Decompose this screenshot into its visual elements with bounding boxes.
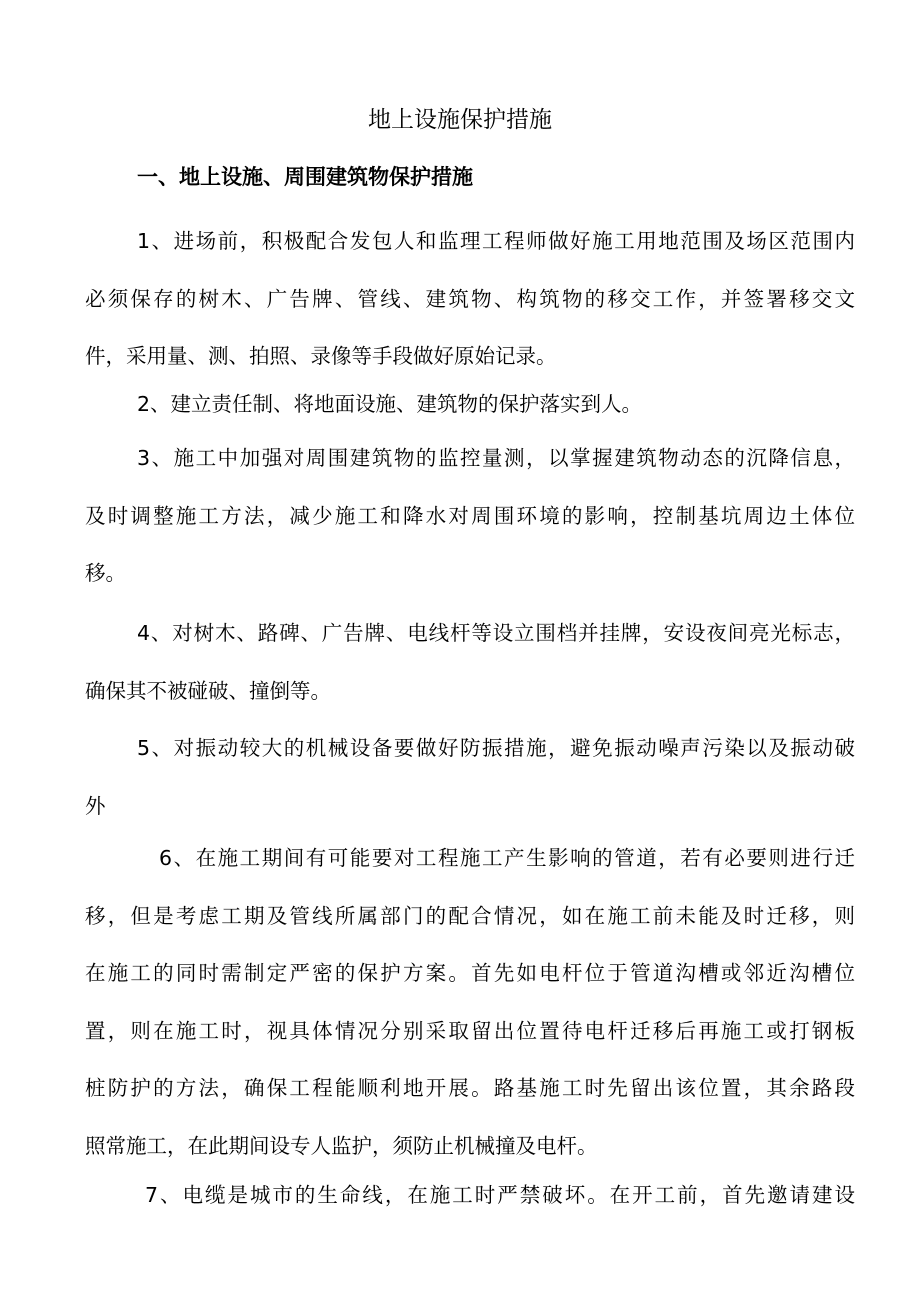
paragraph-line: 2、建立责任制、将地面设施、建筑物的保护落实到人。 <box>137 392 643 416</box>
paragraph-line: 1、进场前，积极配合发包人和监理工程师做好施工用地范围及场区范围内 <box>137 229 855 253</box>
paragraph-line: 5、对振动较大的机械设备要做好防振措施，避免振动噪声污染以及振动破 <box>137 736 855 760</box>
paragraph-7 <box>85 1167 855 1225</box>
paragraph-line: 桩防护的方法，确保工程能顺利地开展。路基施工时先留出该位置，其余路段 <box>85 1076 855 1100</box>
paragraph-line: 外 <box>85 793 106 818</box>
paragraph-line: 确保其不被碰破、撞倒等。 <box>85 678 331 703</box>
paragraph-4 <box>85 605 855 720</box>
paragraph-line: 在施工的同时需制定严密的保护方案。首先如电杆位于管道沟槽或邻近沟槽位 <box>85 961 855 985</box>
paragraph-line: 7、电缆是城市的生命线，在施工时严禁破坏。在开工前，首先邀请建设 <box>145 1183 855 1207</box>
paragraph-line: 置，则在施工时，视具体情况分别采取留出位置待电杆迁移后再施工或打钢板 <box>85 1018 855 1043</box>
document-title: 地上设施保护措施 <box>368 107 552 133</box>
paragraph-line: 6、在施工期间有可能要对工程施工产生影响的管道，若有必要则进行迁 <box>159 846 855 870</box>
paragraph-line: 4、对树木、路碑、广告牌、电线杆等设立围档并挂牌，安设夜间亮光标志， <box>137 621 855 645</box>
paragraph-line: 照常施工，在此期间设专人监护，须防止机械撞及电杆。 <box>85 1133 598 1158</box>
paragraph-1 <box>85 213 855 386</box>
paragraph-6 <box>85 830 855 1175</box>
paragraph-5 <box>85 720 855 835</box>
paragraph-line: 件，采用量、测、拍照、录像等手段做好原始记录。 <box>85 344 557 368</box>
paragraph-line: 移。 <box>85 561 126 585</box>
paragraph-3 <box>85 430 855 603</box>
paragraph-line: 移，但是考虑工期及管线所属部门的配合情况，如在施工前未能及时迁移，则 <box>85 903 855 928</box>
paragraph-2 <box>85 376 855 434</box>
paragraph-line: 及时调整施工方法，减少施工和降水对周围环境的影响，控制基坑周边土体位 <box>85 503 855 528</box>
paragraph-line: 必须保存的树木、广告牌、管线、建筑物、构筑物的移交工作，并签署移交文 <box>85 286 855 311</box>
paragraph-line: 3、施工中加强对周围建筑物的监控量测，以掌握建筑物动态的沉降信息， <box>137 446 855 470</box>
section-heading: 一、地上设施、周围建筑物保护措施 <box>137 165 473 189</box>
